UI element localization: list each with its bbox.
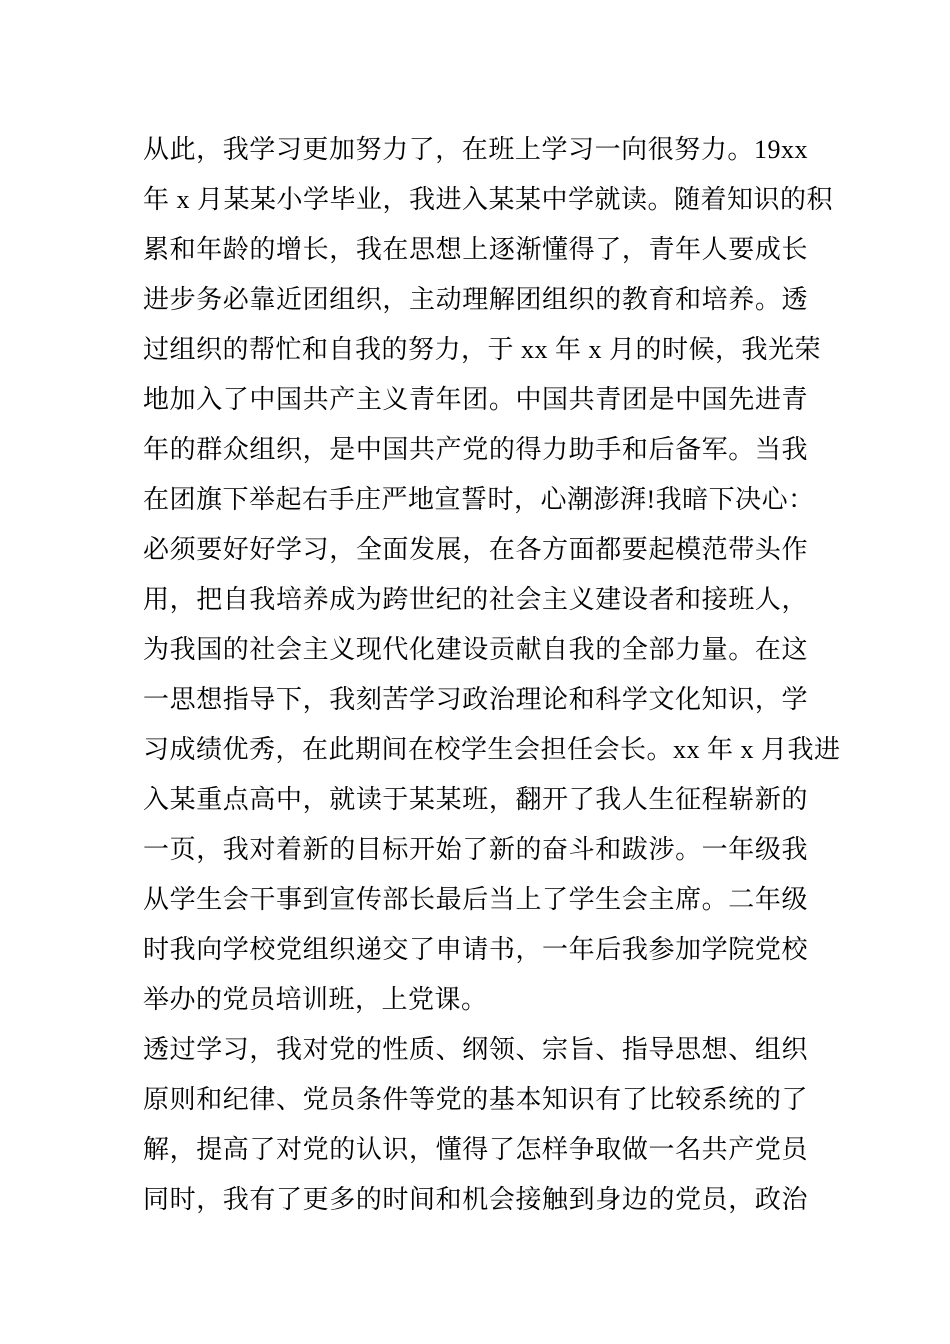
text-line: 入某重点高中，就读于某某班，翻开了我人生征程崭新的: [143, 785, 808, 814]
text-line: 时我向学校党组织递交了申请书，一年后我参加学院党校: [143, 935, 808, 964]
text-line: 为我国的社会主义现代化建设贡献自我的全部力量。在这: [143, 635, 808, 664]
text-line: 一页，我对着新的目标开始了新的奋斗和跋涉。一年级我: [143, 835, 808, 864]
text-line: 解，提高了对党的认识，懂得了怎样争取做一名共产党员: [143, 1135, 808, 1164]
text-line: 年 x 月某某小学毕业，我进入某某中学就读。随着知识的积: [143, 185, 834, 214]
text-line: 同时，我有了更多的时间和机会接触到身边的党员，政治: [143, 1185, 808, 1214]
text-line: 习成绩优秀，在此期间在校学生会担任会长。xx 年 x 月我进: [143, 735, 841, 764]
text-line-paragraph-end: 举办的党员培训班，上党课。: [143, 985, 488, 1014]
text-line: 地加入了中国共产主义青年团。中国共青团是中国先进青: [143, 385, 808, 414]
text-line: 透过学习，我对党的性质、纲领、宗旨、指导思想、组织: [143, 1035, 808, 1064]
text-line: 从此，我学习更加努力了，在班上学习一向很努力。19xx: [143, 135, 808, 164]
text-line: 原则和纪律、党员条件等党的基本知识有了比较系统的了: [143, 1085, 808, 1114]
text-line: 过组织的帮忙和自我的努力，于 xx 年 x 月的时候，我光荣: [143, 335, 822, 364]
text-line: 进步务必靠近团组织，主动理解团组织的教育和培养。透: [143, 285, 808, 314]
paragraph-2: [143, 1025, 808, 1225]
text-line: 必须要好好学习，全面发展，在各方面都要起模范带头作: [143, 535, 808, 564]
text-line: 用，把自我培养成为跨世纪的社会主义建设者和接班人，: [143, 585, 808, 614]
document-text-block: [143, 125, 841, 1225]
text-line: 在团旗下举起右手庄严地宣誓时，心潮澎湃!我暗下决心：: [143, 485, 815, 514]
text-line: 累和年龄的增长，我在思想上逐渐懂得了，青年人要成长: [143, 235, 808, 264]
text-line: 一思想指导下，我刻苦学习政治理论和科学文化知识，学: [143, 685, 808, 714]
paragraph-1: [143, 125, 841, 1025]
text-line: 从学生会干事到宣传部长最后当上了学生会主席。二年级: [143, 885, 808, 914]
text-line: 年的群众组织，是中国共产党的得力助手和后备军。当我: [143, 435, 808, 464]
